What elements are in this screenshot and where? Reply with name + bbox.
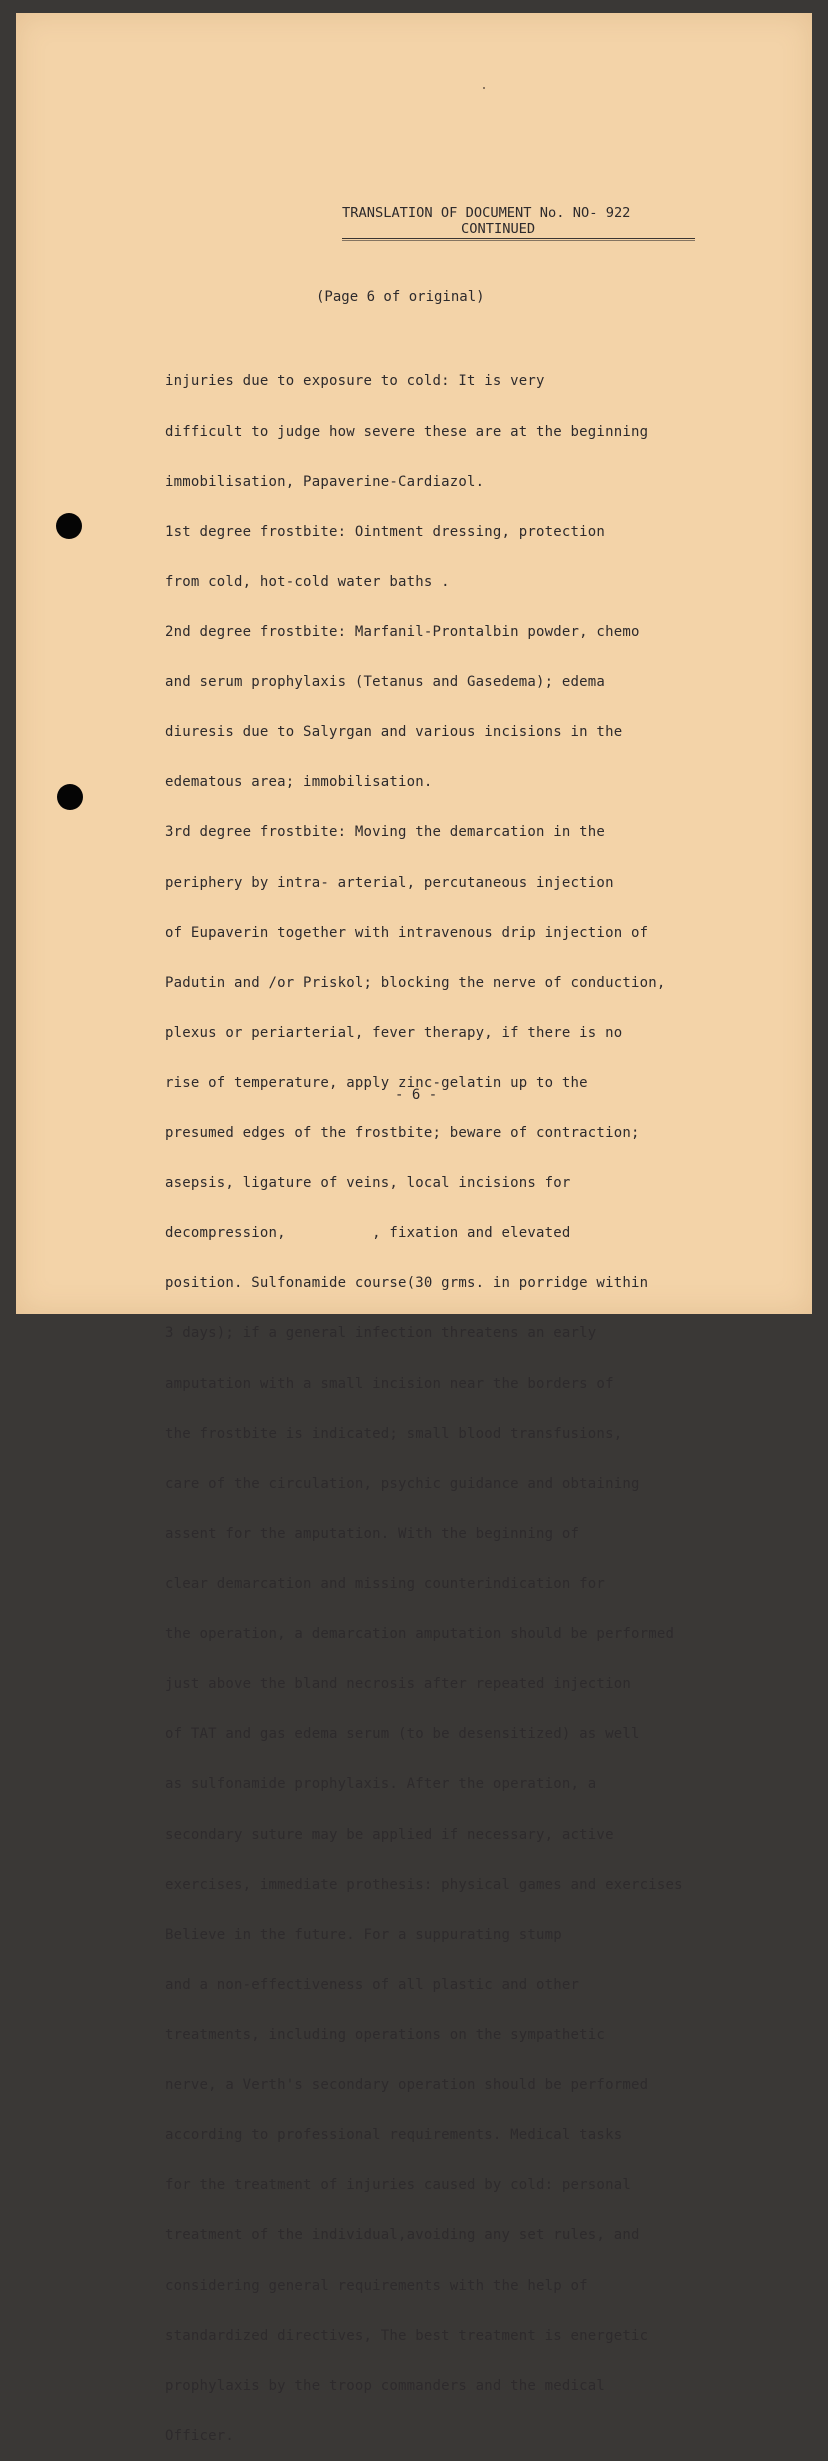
body-line: position. Sulfonamide course(30 grms. in porridge within — [165, 1275, 649, 1292]
body-line: rise of temperature, apply zinc-gelatin up to the — [165, 1074, 588, 1091]
body-text — [165, 340, 683, 2461]
body-line: and serum prophylaxis (Tetanus and Gasedema); edema — [165, 674, 606, 691]
body-line: exercises, immediate prothesis: physical games and exercises — [165, 1876, 683, 1893]
body-line: as sulfonamide prophylaxis. After the operation, a — [165, 1776, 597, 1793]
title-underline — [342, 238, 695, 239]
body-line: 1st degree frostbite: Ointment dressing, protection — [165, 523, 606, 540]
body-line: secondary suture may be applied if necessary, active — [165, 1826, 614, 1843]
body-line: of Eupaverin together with intravenous drip injection of — [165, 924, 649, 941]
body-line: decompression, , fixation and elevated — [165, 1225, 571, 1242]
document-title: TRANSLATION OF DOCUMENT No. NO- 922 — [342, 205, 631, 221]
body-line: Padutin and /or Priskol; blocking the nerve of conduction, — [165, 974, 666, 991]
body-line: clear demarcation and missing counterindication for — [165, 1576, 606, 1593]
body-line: 3 days); if a general infection threatens an early — [165, 1325, 597, 1342]
punch-hole-bottom — [57, 784, 83, 810]
body-line: the frostbite is indicated; small blood transfusions, — [165, 1425, 623, 1442]
body-line: asepsis, ligature of veins, local incisions for — [165, 1175, 571, 1192]
body-line: periphery by intra- arterial, percutaneous injection — [165, 874, 614, 891]
body-line: nerve, a Verth's secondary operation should be performed — [165, 2077, 649, 2094]
body-line: of TAT and gas edema serum (to be desensitized) as well — [165, 1726, 640, 1743]
body-line: edematous area; immobilisation. — [165, 774, 433, 791]
body-line: according to professional requirements. Medical tasks — [165, 2127, 623, 2144]
body-line: 2nd degree frostbite: Marfanil-Prontalbin powder, chemo — [165, 623, 640, 640]
body-line: treatments, including operations on the sympathetic — [165, 2027, 606, 2044]
body-line: from cold, hot-cold water baths . — [165, 573, 450, 590]
body-line: 3rd degree frostbite: Moving the demarcation in the — [165, 824, 606, 841]
body-line: care of the circulation, psychic guidance and obtaining — [165, 1475, 640, 1492]
body-line: treatment of the individual,avoiding any set rules, and — [165, 2227, 640, 2244]
body-line: prophylaxis by the troop commanders and the medical — [165, 2377, 606, 2394]
document-subtitle: CONTINUED — [461, 221, 536, 237]
title-underline-second — [342, 240, 695, 241]
body-line: the operation, a demarcation amputation should be performed — [165, 1626, 675, 1643]
body-line: for the treatment of injuries caused by cold: personal — [165, 2177, 631, 2194]
body-line: amputation with a small incision near the borders of — [165, 1375, 614, 1392]
body-line: and a non-effectiveness of all plastic and other — [165, 1976, 580, 1993]
body-line: considering general requirements with the help of — [165, 2277, 588, 2294]
body-line: difficult to judge how severe these are at the beginning — [165, 423, 649, 440]
body-line: injuries due to exposure to cold: It is very — [165, 373, 545, 390]
page-number: - 6 - — [395, 1087, 438, 1103]
body-line: just above the bland necrosis after repeated injection — [165, 1676, 631, 1693]
body-line: Believe in the future. For a suppurating stump — [165, 1926, 562, 1943]
punch-hole-top — [56, 513, 82, 539]
body-line: immobilisation, Papaverine-Cardiazol. — [165, 473, 485, 490]
paper-speck — [483, 87, 485, 89]
original-page-reference: (Page 6 of original) — [316, 289, 485, 305]
body-line: Officer. — [165, 2427, 235, 2444]
body-line: standardized directives, The best treatment is energetic — [165, 2327, 649, 2344]
body-line: plexus or periarterial, fever therapy, if there is no — [165, 1024, 623, 1041]
body-line: presumed edges of the frostbite; beware of contraction; — [165, 1125, 640, 1142]
body-line: assent for the amputation. With the beginning of — [165, 1525, 580, 1542]
body-line: diuresis due to Salyrgan and various incisions in the — [165, 724, 623, 741]
